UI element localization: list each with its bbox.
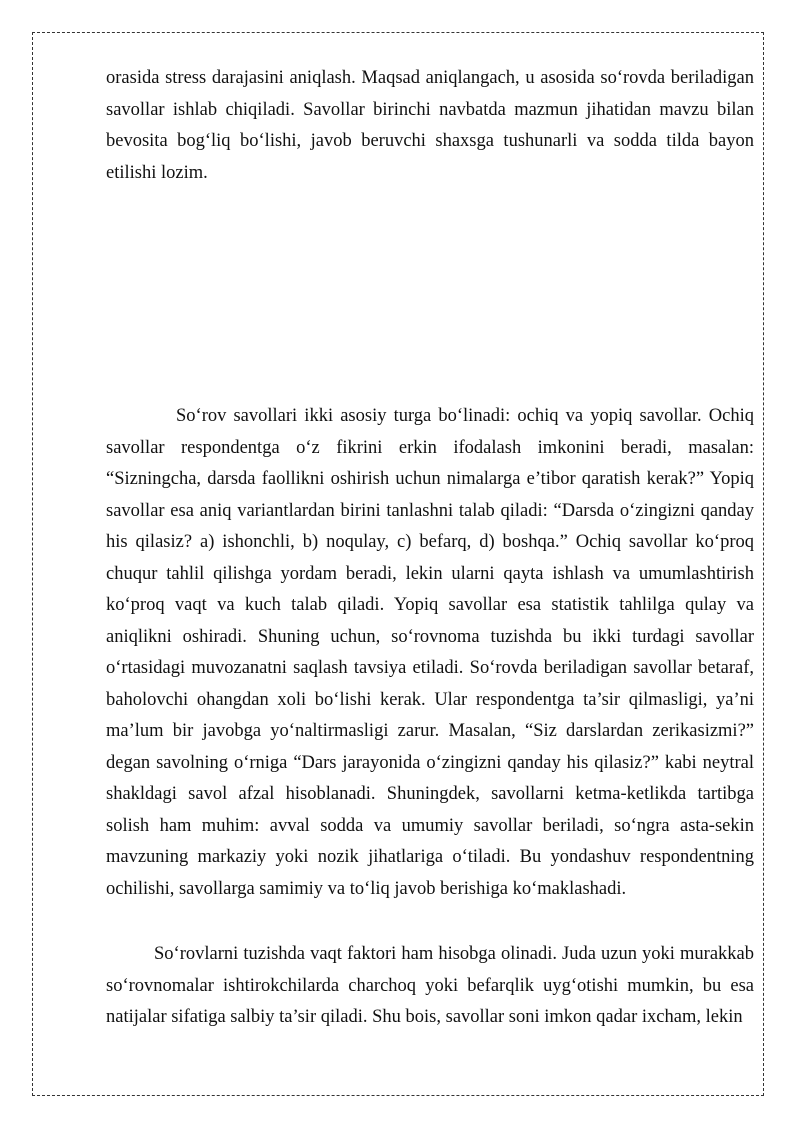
- paragraph-question-types: So‘rov savollari ikki asosiy turga bo‘linadi: ochiq va yopiq savollar. Ochiq savollar respondentga o‘z fikrini erkin ifodalash imkonini beradi, masalan: “Sizningcha, darsda faollikni oshirish uchun nimalarga e’tibor qaratish kerak?” Yopiq savollar esa aniq variantlardan birini tanlashni talab qiladi: “Darsda o‘zingizni qanday his qilasiz? a) ishonchli, b) noqulay, c) befarq, d) boshqa.” Ochiq savollar ko‘proq chuqur tahlil qilishga yordam beradi, lekin ularni qayta ishlash va umumlashtirish ko‘proq vaqt va kuch talab qiladi. Yopiq savollar esa statistik tahlilga qulay va aniqlikni oshiradi. Shuning uchun, so‘rovnoma tuzishda bu ikki turdagi savollar o‘rtasidagi muvozanatni saqlash tavsiya etiladi. So‘rovda beriladigan savollar betaraf, baholovchi ohangdan xoli bo‘lishi kerak. Ular respondentga ta’sir qilmasligi, ya’ni ma’lum bir javobga yo‘naltirmasligi zarur. Masalan, “Siz darslardan zerikasizmi?” degan savolning o‘rniga “Dars jarayonida o‘zingizni qanday his qilasiz?” kabi neytral shakldagi savol afzal hisoblanadi. Shuningdek, savollarni ketma-ketlikda tartibga solish ham muhim: avval sodda va umumiy savollar beriladi, so‘ngra asta-sekin mavzuning markaziy yoki nozik jihatlariga o‘tiladi. Bu yondashuv respondentning ochilishi, savollarga samimiy va to‘liq javob berishiga ko‘maklashadi.: [106, 406, 754, 899]
- paragraph-stress-aim: orasida stress darajasini aniqlash. Maqsad aniqlangach, u asosida so‘rovda beriladigan savollar ishlab chiqiladi. Savollar birinchi navbatda mazmun jihatidan mavzu bilan bevosita bog‘liq bo‘lishi, javob beruvchi shaxsga tushunarli va sodda tilda bayon etilishi lozim.: [106, 68, 754, 183]
- paragraph-time-factor: So‘rovlarni tuzishda vaqt faktori ham hisobga olinadi. Juda uzun yoki murakkab so‘rovnomalar ishtirokchilarda charchoq yoki befarqlik uyg‘otishi mumkin, bu esa natijalar sifatiga salbiy ta’sir qiladi. Shu bois, savollar soni imkon qadar ixcham, lekin: [106, 944, 754, 1027]
